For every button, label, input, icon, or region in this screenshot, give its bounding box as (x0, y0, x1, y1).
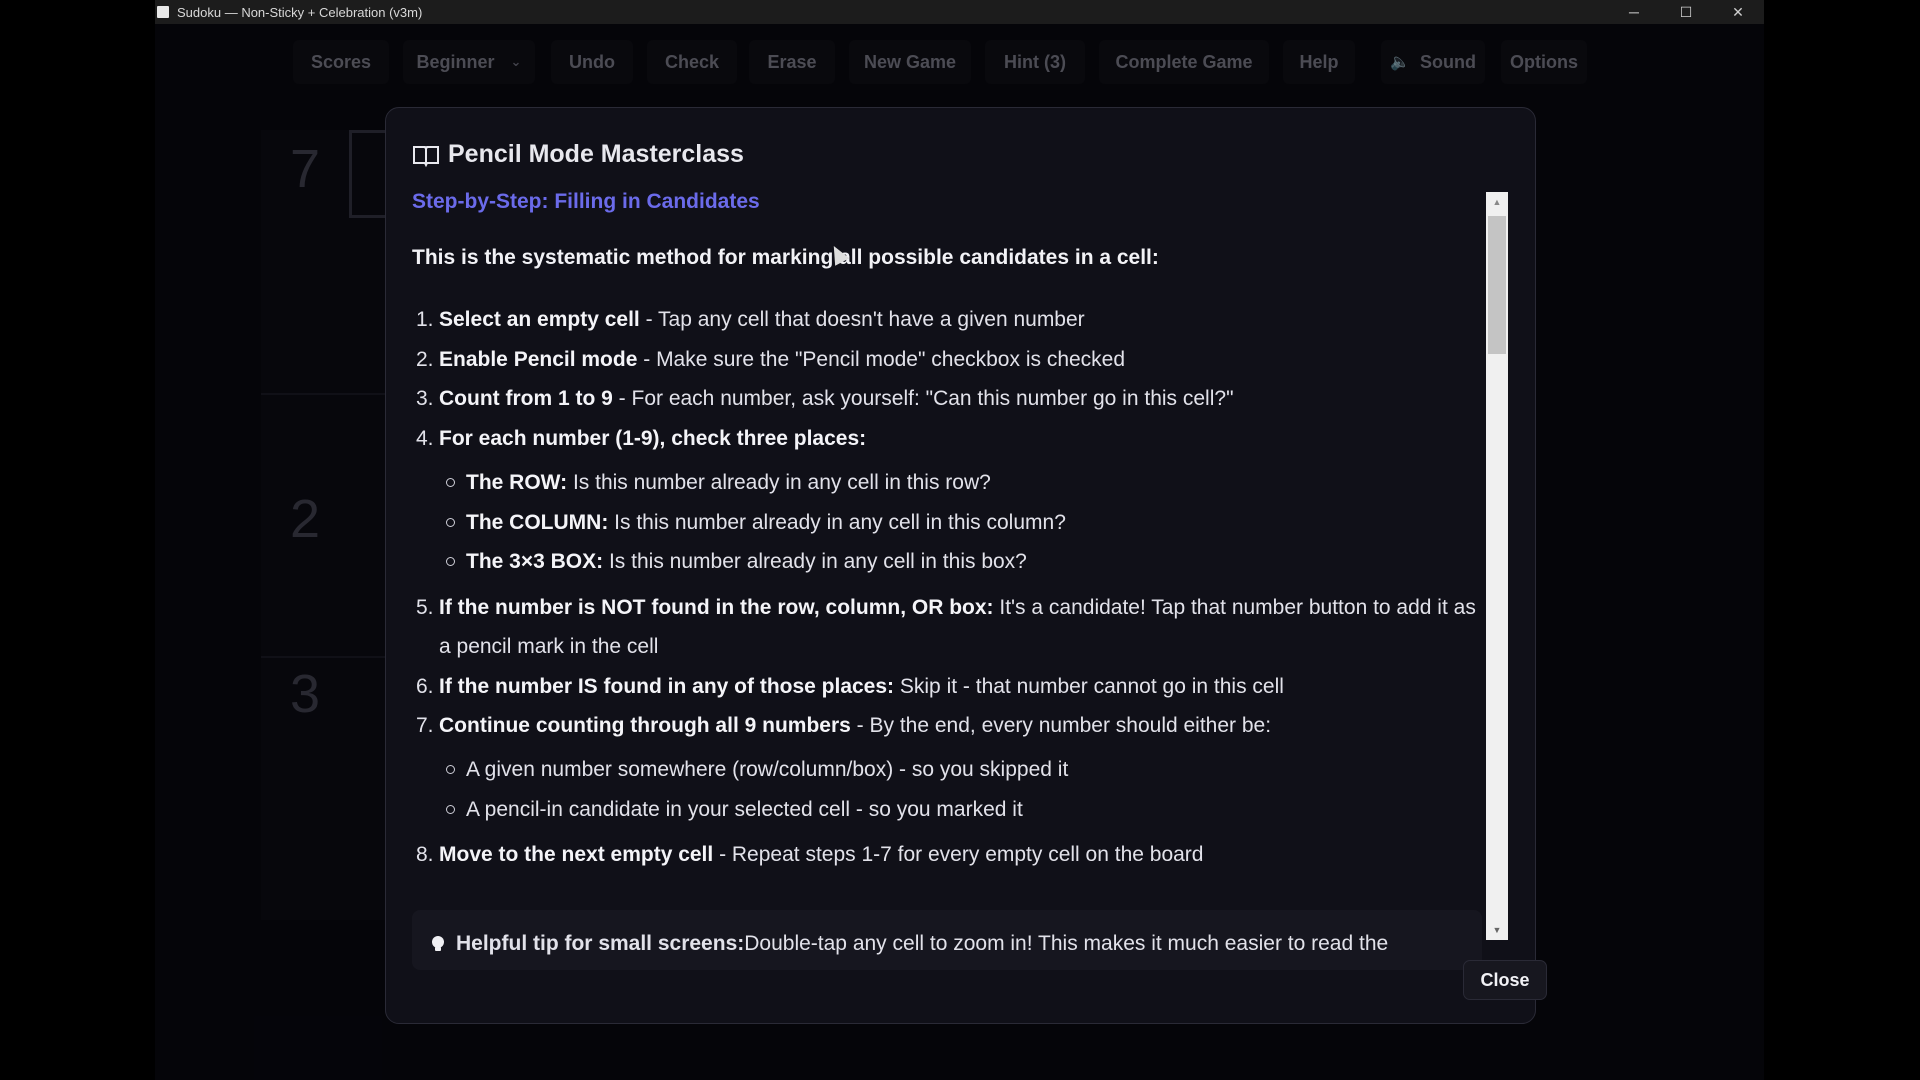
step-number: 4. (416, 427, 434, 450)
close-icon[interactable]: ✕ (1732, 3, 1744, 20)
step-text: It's a candidate! Tap that number button to add it as a pencil mark in the cell (439, 596, 1476, 658)
step-text: - Repeat steps 1-7 for every empty cell on the board (713, 843, 1204, 866)
dialog-content (412, 190, 1482, 955)
sub-item-title: The ROW: (466, 471, 568, 494)
sub-item-text: A given number somewhere (row/column/box) - so you skipped it (466, 758, 1069, 781)
step-text: Skip it - that number cannot go in this cell (894, 675, 1284, 698)
step-title: If the number is NOT found in the row, column, OR box: (439, 596, 994, 619)
circle-bullet-icon (446, 765, 455, 774)
board-cell[interactable]: 7 (289, 139, 321, 199)
help-dialog (385, 107, 1536, 1024)
step-title: Count from 1 to 9 (439, 387, 613, 410)
sound-label: Sound (1419, 51, 1476, 72)
section-heading: Step-by-Step: Filling in Candidates (412, 190, 760, 213)
tip-body: Double-tap any cell to zoom in! This makes it much easier to read the (744, 932, 1389, 955)
step-number: 2. (416, 348, 434, 371)
erase-label: Erase (767, 51, 817, 72)
step-text: - By the end, every number should either be: (850, 714, 1272, 737)
step-text: - For each number, ask yourself: "Can this number go in this cell?" (612, 387, 1234, 410)
sub-item-title: The COLUMN: (466, 511, 609, 534)
help-label: Help (1299, 51, 1339, 72)
title-bar (155, 0, 1764, 24)
hint-label: Hint (3) (1004, 51, 1066, 72)
step-title: Select an empty cell (439, 308, 640, 331)
app-icon (157, 6, 169, 18)
speaker-icon: 🔈 (1390, 54, 1410, 71)
scores-label: Scores (310, 51, 372, 72)
circle-bullet-icon (446, 518, 455, 527)
sub-item-text: Is this number already in any cell in this column? (608, 511, 1066, 534)
book-icon (412, 144, 440, 166)
step-number: 1. (416, 308, 434, 331)
window-title: Sudoku — Non-Sticky + Celebration (v3m) (177, 4, 423, 20)
options-label: Options (1510, 51, 1578, 72)
step-title: For each number (1-9), check three places: (439, 427, 867, 450)
lightbulb-icon (430, 935, 446, 953)
step-number: 5. (416, 596, 434, 619)
step-title: Move to the next empty cell (439, 843, 714, 866)
maximize-icon[interactable]: ☐ (1679, 3, 1693, 20)
step-title: If the number IS found in any of those places: (439, 675, 895, 698)
scroll-thumb[interactable] (1488, 216, 1506, 354)
step-number: 7. (416, 714, 434, 737)
undo-label: Undo (569, 51, 615, 72)
tip-text (430, 932, 1388, 956)
circle-bullet-icon (446, 557, 455, 566)
check-label: Check (664, 51, 720, 72)
sub-item-text: Is this number already in any cell in this box? (603, 550, 1027, 573)
dialog-scrollbar[interactable] (1486, 192, 1508, 940)
sub-item-title: The 3×3 BOX: (466, 550, 604, 573)
app-window (155, 0, 1764, 1080)
step-text: - Make sure the "Pencil mode" checkbox is checked (637, 348, 1126, 371)
new-game-label: New Game (863, 51, 957, 72)
step-title: Continue counting through all 9 numbers (439, 714, 851, 737)
board-cell[interactable]: 3 (289, 664, 321, 724)
intro-text: This is the systematic method for marking all possible candidates in a cell: (412, 246, 1159, 269)
minimize-icon[interactable]: ─ (1629, 4, 1639, 20)
step-text: - Tap any cell that doesn't have a given number (639, 308, 1085, 331)
step-title: Enable Pencil mode (439, 348, 638, 371)
dialog-title-text: Pencil Mode Masterclass (448, 140, 744, 168)
close-button[interactable]: Close (1463, 960, 1547, 1000)
board-cell[interactable]: 2 (289, 489, 321, 549)
circle-bullet-icon (446, 478, 455, 487)
step-number: 3. (416, 387, 434, 410)
sub-item-text: Is this number already in any cell in this row? (567, 471, 991, 494)
step-number: 6. (416, 675, 434, 698)
chevron-down-icon: ⌄ (510, 54, 522, 69)
circle-bullet-icon (446, 805, 455, 814)
step-number: 8. (416, 843, 434, 866)
tip-title: Helpful tip for small screens: (456, 932, 745, 955)
scroll-up-icon[interactable]: ▲ (1492, 197, 1502, 207)
difficulty-label: Beginner (416, 51, 495, 72)
scroll-down-icon[interactable]: ▼ (1492, 925, 1502, 935)
sub-item-text: A pencil-in candidate in your selected cell - so you marked it (466, 798, 1023, 821)
dialog-title (412, 140, 744, 169)
tip-box (412, 910, 1482, 970)
complete-game-label: Complete Game (1115, 51, 1253, 72)
